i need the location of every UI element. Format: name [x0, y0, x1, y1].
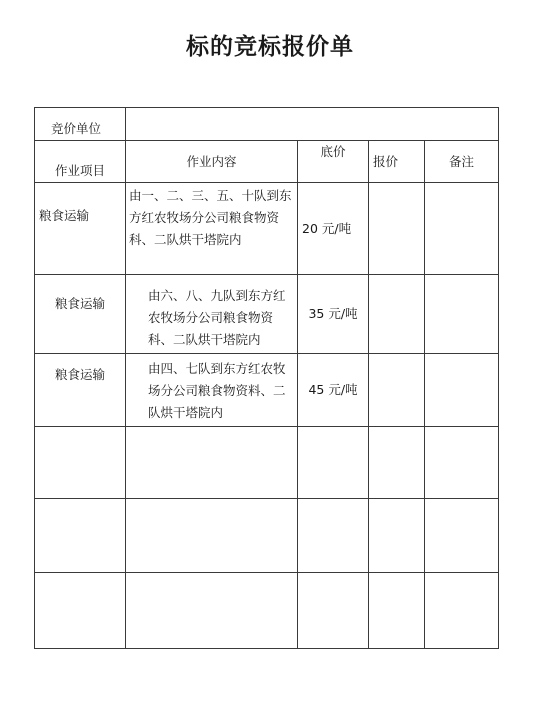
row-quote[interactable] [369, 427, 425, 499]
row-note[interactable] [425, 499, 499, 573]
header-base-price: 底价 [298, 141, 369, 183]
row-content[interactable] [126, 573, 298, 649]
bidder-label: 竞价单位 [35, 108, 126, 141]
row-base-price: 45 元/吨 [298, 354, 369, 427]
row-note[interactable] [425, 183, 499, 275]
row-item[interactable] [35, 573, 126, 649]
header-row [35, 141, 499, 183]
table-row [35, 275, 499, 354]
header-note: 备注 [425, 141, 499, 183]
row-content: 由四、七队到东方红农牧场分公司粮食物资料、二队烘干塔院内 [126, 354, 298, 427]
header-item: 作业项目 [35, 141, 126, 183]
table-row [35, 499, 499, 573]
row-note[interactable] [425, 354, 499, 427]
header-content: 作业内容 [126, 141, 298, 183]
table-row [35, 354, 499, 427]
row-item[interactable] [35, 427, 126, 499]
row-base-price: 20 元/吨 [298, 183, 369, 275]
page-title: 标的竞标报价单 [186, 34, 354, 60]
quote-table [34, 107, 499, 649]
row-base-price: 35 元/吨 [298, 275, 369, 354]
row-content: 由一、二、三、五、十队到东方红农牧场分公司粮食物资科、二队烘干塔院内 [126, 183, 298, 275]
row-note[interactable] [425, 427, 499, 499]
table-row [35, 427, 499, 499]
bidder-field[interactable] [126, 108, 499, 141]
row-item: 粮食运输 [35, 275, 126, 354]
row-quote[interactable] [369, 354, 425, 427]
table-row [35, 573, 499, 649]
row-content: 由六、八、九队到东方红农牧场分公司粮食物资科、二队烘干塔院内 [126, 275, 298, 354]
table-row [35, 183, 499, 275]
bidder-row [35, 108, 499, 141]
header-quote: 报价 [369, 141, 425, 183]
row-item[interactable] [35, 499, 126, 573]
row-content[interactable] [126, 499, 298, 573]
row-base-price[interactable] [298, 427, 369, 499]
row-base-price[interactable] [298, 573, 369, 649]
row-base-price[interactable] [298, 499, 369, 573]
row-quote[interactable] [369, 499, 425, 573]
row-item: 粮食运输 [35, 183, 126, 275]
row-quote[interactable] [369, 573, 425, 649]
row-note[interactable] [425, 573, 499, 649]
row-item: 粮食运输 [35, 354, 126, 427]
row-content[interactable] [126, 427, 298, 499]
row-quote[interactable] [369, 183, 425, 275]
row-quote[interactable] [369, 275, 425, 354]
row-note[interactable] [425, 275, 499, 354]
